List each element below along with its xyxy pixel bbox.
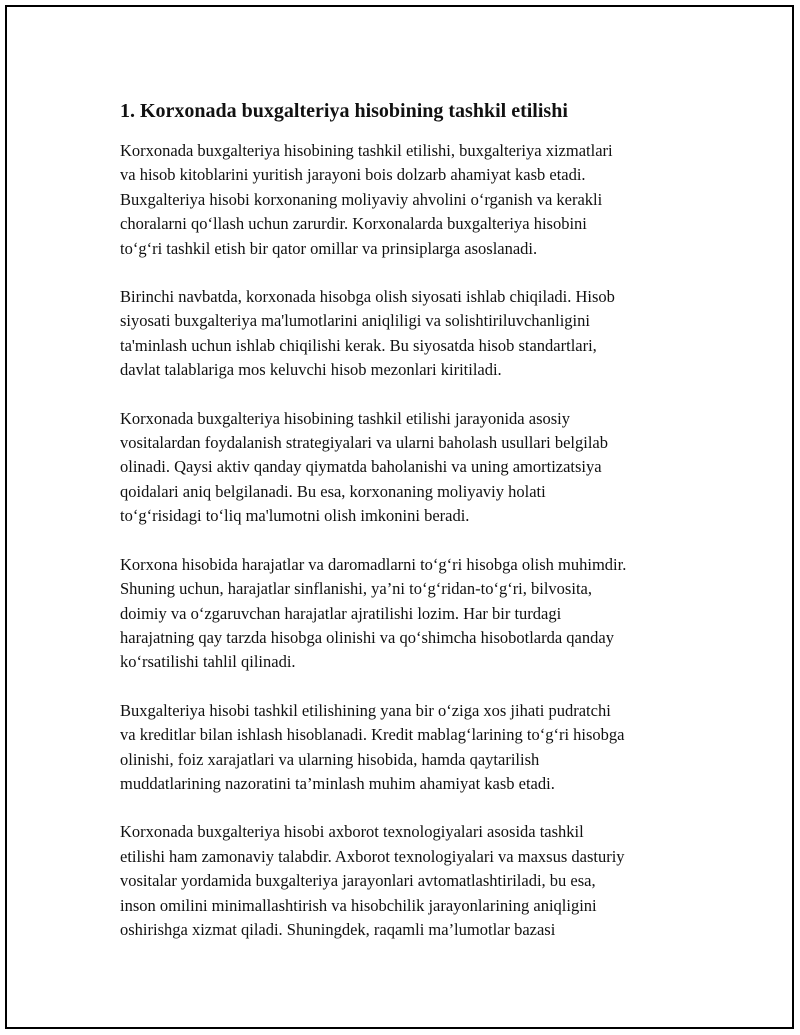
text-line: olinishi, foiz xarajatlari va ularning hisobida, hamda qaytarilish — [120, 749, 540, 769]
text-line: Korxonada buxgalteriya hisobining tashkil etilishi jarayonida asosiy — [120, 408, 570, 428]
paragraph-6 — [120, 820, 720, 942]
text-line: choralarni qo‘llash uchun zarurdir. Korxonalarda buxgalteriya hisobini — [120, 214, 587, 234]
text-line: to‘g‘ri tashkil etish bir qator omillar va prinsiplarga asoslanadi. — [120, 238, 538, 258]
text-line: qoidalari aniq belgilanadi. Bu esa, korxonaning moliyaviy holati — [120, 481, 546, 501]
text-line: harajatning qay tarzda hisobga olinishi va qo‘shimcha hisobotlarda qanday — [120, 627, 614, 647]
text-line: Korxona hisobida harajatlar va daromadlarni to‘g‘ri hisobga olish muhimdir. — [120, 554, 627, 574]
text-line: Korxonada buxgalteriya hisobi axborot texnologiyalari asosida tashkil — [120, 822, 584, 842]
paragraph-1 — [120, 139, 720, 261]
text-line: etilishi ham zamonaviy talabdir. Axborot texnologiyalari va maxsus dasturiy — [120, 846, 625, 866]
paragraph-4 — [120, 553, 720, 675]
text-line: va kreditlar bilan ishlash hisoblanadi. Kredit mablag‘larining to‘g‘ri hisobga — [120, 725, 625, 745]
text-line: doimiy va o‘zgaruvchan harajatlar ajratilishi lozim. Har bir turdagi — [120, 603, 562, 623]
page-frame — [5, 5, 794, 1029]
text-line: muddatlarining nazoratini ta’minlash muhim ahamiyat kasb etadi. — [120, 773, 555, 793]
text-line: inson omilini minimallashtirish va hisobchilik jarayonlarining aniqligini — [120, 895, 597, 915]
section-heading: 1. Korxonada buxgalteriya hisobining tashkil etilishi — [120, 100, 568, 122]
text-line: oshirishga xizmat qiladi. Shuningdek, raqamli ma’lumotlar bazasi — [120, 919, 556, 939]
document-content — [120, 97, 720, 966]
paragraph-2 — [120, 285, 720, 383]
text-line: davlat talablariga mos keluvchi hisob mezonlari kiritiladi. — [120, 360, 502, 380]
text-line: Buxgalteriya hisobi korxonaning moliyaviy ahvolini o‘rganish va kerakli — [120, 189, 603, 209]
text-line: olinadi. Qaysi aktiv qanday qiymatda baholanishi va uning amortizatsiya — [120, 457, 602, 477]
text-line: ko‘rsatilishi tahlil qilinadi. — [120, 652, 296, 672]
paragraph-3 — [120, 407, 720, 529]
text-line: Buxgalteriya hisobi tashkil etilishining yana bir o‘ziga xos jihati pudratchi — [120, 700, 611, 720]
text-line: vositalar yordamida buxgalteriya jarayonlari avtomatlashtiriladi, bu esa, — [120, 871, 596, 891]
text-line: Korxonada buxgalteriya hisobining tashkil etilishi, buxgalteriya xizmatlari — [120, 141, 613, 160]
text-line: Shuning uchun, harajatlar sinflanishi, ya’ni to‘g‘ridan-to‘g‘ri, bilvosita, — [120, 579, 592, 599]
text-line: vositalardan foydalanish strategiyalari va ularni baholash usullari belgilab — [120, 433, 608, 453]
text-line: to‘g‘risidagi to‘liq ma'lumotni olish imkonini beradi. — [120, 506, 470, 526]
text-line: va hisob kitoblarini yuritish jarayoni bois dolzarb ahamiyat kasb etadi. — [120, 165, 586, 185]
paragraph-5 — [120, 699, 720, 797]
text-line: Birinchi navbatda, korxonada hisobga olish siyosati ishlab chiqiladi. Hisob — [120, 287, 615, 307]
text-line: siyosati buxgalteriya ma'lumotlarini aniqliligi va solishtiriluvchanligini — [120, 311, 590, 331]
text-line: ta'minlash uchun ishlab chiqilishi kerak. Bu siyosatda hisob standartlari, — [120, 335, 597, 355]
